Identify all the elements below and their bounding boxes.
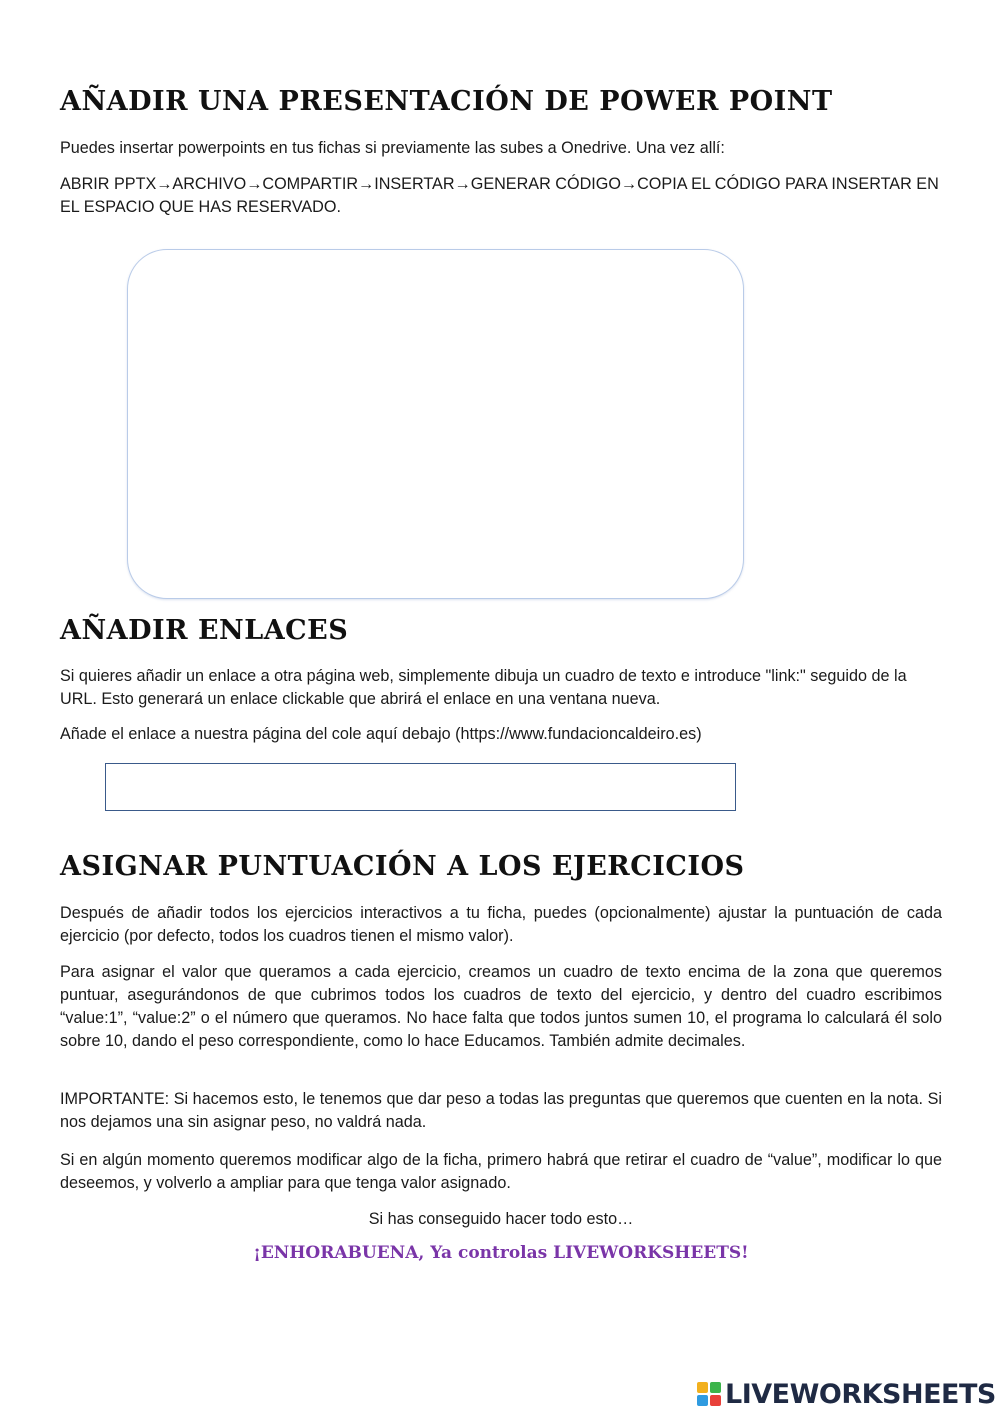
logo-square-v bbox=[697, 1395, 708, 1406]
liveworksheets-logo-icon bbox=[697, 1382, 721, 1406]
heading-add-powerpoint: AÑADIR UNA PRESENTACIÓN DE POWER POINT bbox=[60, 86, 833, 117]
liveworksheets-logo bbox=[697, 1378, 996, 1410]
links-task-text: Añade el enlace a nuestra página del cole aquí debajo (https://www.fundacioncaldeiro.es) bbox=[60, 725, 702, 743]
closing-lead-text: Si has conseguido hacer todo esto… bbox=[368, 1210, 634, 1228]
links-intro-text: Si quieres añadir un enlace a otra página web, simplemente dibuja un cuadro de texto e introduce "link:" seguido de la URL. Esto generará un enlace clickable que abrirá el enlace en una ventana nueva. bbox=[60, 667, 907, 708]
heading-assign-score: ASIGNAR PUNTUACIÓN A LOS EJERCICIOS bbox=[60, 851, 745, 882]
congrats-text: ¡ENHORABUENA, Ya controlas LIVEWORKSHEETS! bbox=[253, 1243, 749, 1263]
logo-square-e bbox=[710, 1395, 721, 1406]
ppt-intro-text: Puedes insertar powerpoints en tus fichas si previamente las subes a Onedrive. Una vez allí: bbox=[60, 139, 725, 157]
ppt-steps-text: ABRIR PPTX→ARCHIVO→COMPARTIR→INSERTAR→GENERAR CÓDIGO→COPIA EL CÓDIGO PARA INSERTAR EN EL ESPACIO QUE HAS RESERVADO. bbox=[60, 175, 939, 216]
powerpoint-embed-box[interactable] bbox=[127, 249, 744, 599]
score-paragraph-important: IMPORTANTE: Si hacemos esto, le tenemos que dar peso a todas las preguntas que queremos que cuenten en la nota. Si nos dejamos una sin asignar peso, no valdrá nada. bbox=[60, 1090, 942, 1131]
logo-square-l bbox=[697, 1382, 708, 1393]
link-input-box[interactable] bbox=[105, 763, 736, 811]
heading-add-links: AÑADIR ENLACES bbox=[60, 615, 349, 646]
logo-square-i bbox=[710, 1382, 721, 1393]
score-paragraph-2: Para asignar el valor que queramos a cada ejercicio, creamos un cuadro de texto encima de la zona que queremos puntuar, asegurándonos de que cubrimos todos los cuadros de texto del ejercicio, y dentro del cuadro escribimos “value:1”, “value:2” o el número que queramos. No hace falta que todos juntos sumen 10, el programa lo calculará él solo sobre 10, dando el peso correspondiente, como lo hace Educamos. También admite decimales. bbox=[60, 963, 942, 1050]
score-paragraph-1: Después de añadir todos los ejercicios interactivos a tu ficha, puedes (opcionalmente) ajustar la puntuación de cada ejercicio (por defecto, todos los cuadros tienen el mismo valor). bbox=[60, 904, 942, 945]
score-paragraph-4: Si en algún momento queremos modificar algo de la ficha, primero habrá que retirar el cuadro de “value”, modificar lo que deseemos, y volverlo a ampliar para que tenga valor asignado. bbox=[60, 1151, 942, 1192]
liveworksheets-brand-text: LIVEWORKSHEETS bbox=[725, 1378, 996, 1410]
